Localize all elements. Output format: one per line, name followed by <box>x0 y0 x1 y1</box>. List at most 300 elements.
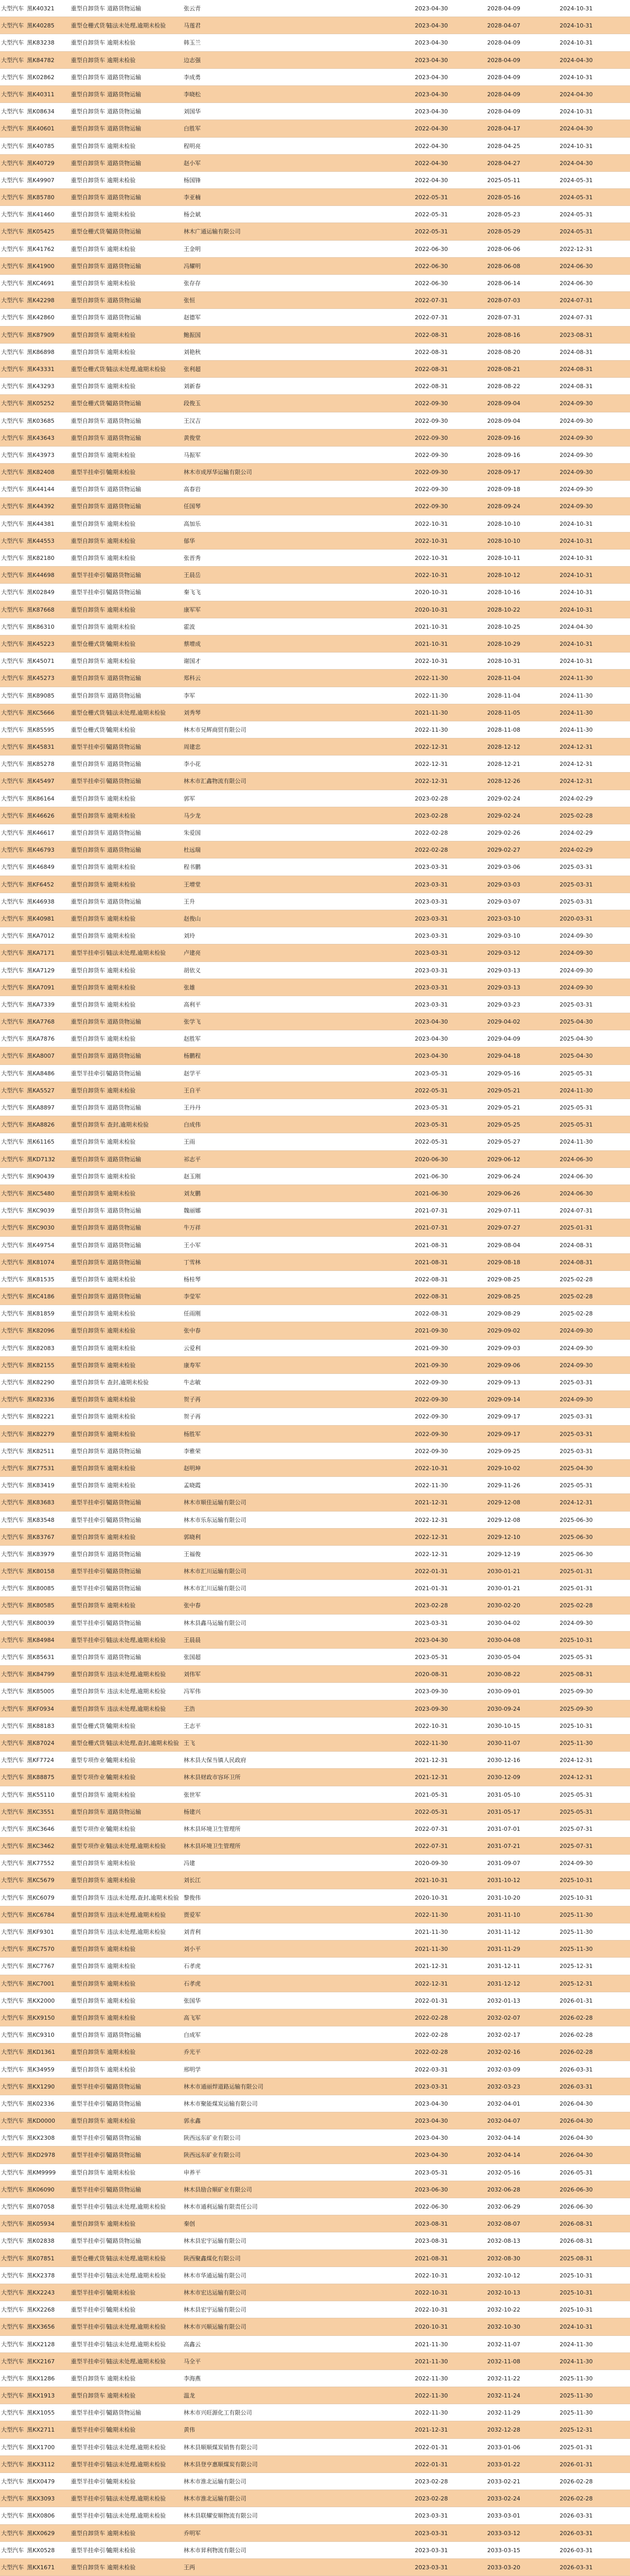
plate-number-cell: 黑K85631 <box>27 1654 55 1661</box>
scrap-date-cell: 2030-09-24 <box>487 1705 520 1712</box>
valid-until-cell: 2024-09-30 <box>560 984 593 991</box>
owner-cell: 林木县顺顺煤炭销售有限公司 <box>184 2444 258 2451</box>
table-row <box>0 601 630 618</box>
scrap-date-cell: 2029-06-12 <box>487 1156 520 1163</box>
owner-cell: 冯耀明 <box>184 262 201 270</box>
table-row <box>0 515 630 532</box>
valid-until-cell: 2024-02-29 <box>560 830 593 836</box>
table-row <box>0 0 630 17</box>
owner-cell: 冯军伟 <box>184 1688 201 1695</box>
owner-cell: 王丹丹 <box>184 1104 201 1111</box>
owner-cell: 张中春 <box>184 1327 201 1335</box>
vehicle-category-cell: 重型自卸货车 <box>71 56 105 64</box>
vehicle-type-cell: 大型汽车 <box>1 417 24 424</box>
usage-status-cell: 逾期未检验 <box>107 1980 136 1987</box>
scrap-date-cell: 2029-08-25 <box>487 1276 520 1283</box>
plate-number-cell: 黑KA7091 <box>27 984 55 991</box>
scrap-date-cell: 2029-08-18 <box>487 1259 520 1266</box>
scrap-date-cell: 2028-09-17 <box>487 469 520 476</box>
plate-number-cell: 黑K81535 <box>27 1276 55 1283</box>
vehicle-category-cell: 重型半挂牵引车 <box>71 2100 111 2107</box>
plate-number-cell: 黑K41900 <box>27 262 55 270</box>
valid-until-cell: 2024-02-29 <box>560 847 593 854</box>
vehicle-category-cell: 重型自卸货车 <box>71 2066 105 2073</box>
usage-status-cell: 道路货物运输 <box>107 1156 141 1163</box>
scrap-date-cell: 2029-03-13 <box>487 984 520 991</box>
valid-until-cell: 2024-05-31 <box>560 194 593 201</box>
owner-cell: 林木县联耀安顺物流有限公司 <box>184 2512 258 2520</box>
table-row <box>0 618 630 635</box>
valid-until-cell: 2022-12-31 <box>560 245 593 253</box>
inspection-date-cell: 2022-01-31 <box>415 2444 448 2451</box>
vehicle-category-cell: 重型半挂牵引车 <box>71 572 111 579</box>
vehicle-type-cell: 大型汽车 <box>1 39 24 47</box>
owner-cell: 林木市宏达运输有限公司 <box>184 2289 246 2296</box>
owner-cell: 陕西远东矿业有限公司 <box>184 2135 241 2142</box>
owner-cell: 谢国才 <box>184 658 201 665</box>
inspection-date-cell: 2023-09-30 <box>415 1688 448 1695</box>
plate-number-cell: 黑KX9150 <box>27 2014 55 2021</box>
usage-status-cell: 道路货物运输 <box>107 589 141 596</box>
valid-until-cell: 2025-03-31 <box>560 1447 593 1455</box>
vehicle-type-cell: 大型汽车 <box>1 2083 24 2090</box>
vehicle-category-cell: 重型半挂牵引车 <box>71 2152 111 2159</box>
inspection-date-cell: 2023-03-31 <box>415 2512 448 2520</box>
table-row <box>0 1477 630 1494</box>
scrap-date-cell: 2029-12-19 <box>487 1550 520 1558</box>
vehicle-type-cell: 大型汽车 <box>1 1293 24 1300</box>
scrap-date-cell: 2032-11-24 <box>487 2392 520 2400</box>
inspection-date-cell: 2022-10-31 <box>415 520 448 527</box>
vehicle-category-cell: 重型半挂牵引车 <box>71 2444 111 2451</box>
owner-cell: 林木市乐东运输有限公司 <box>184 1516 246 1523</box>
usage-status-cell: 逾期未检验 <box>107 2529 136 2537</box>
vehicle-type-cell: 大型汽车 <box>1 1087 24 1094</box>
valid-until-cell: 2026-08-31 <box>560 2238 593 2245</box>
vehicle-category-cell: 重型自卸货车 <box>71 39 105 47</box>
scrap-date-cell: 2029-05-21 <box>487 1104 520 1111</box>
usage-status-cell: 逾期未检验 <box>107 623 136 630</box>
inspection-date-cell: 2021-07-31 <box>415 1224 448 1232</box>
vehicle-category-cell: 重型自卸货车 <box>71 692 105 699</box>
usage-status-cell: 违法未处理,查封,逾期未检验 <box>107 1739 179 1746</box>
owner-cell: 王自平 <box>184 1087 201 1094</box>
plate-number-cell: 黑K40311 <box>27 91 55 98</box>
vehicle-category-cell: 重型自卸货车 <box>71 1053 105 1060</box>
valid-until-cell: 2024-09-30 <box>560 1396 593 1403</box>
vehicle-category-cell: 重型自卸货车 <box>71 1550 105 1558</box>
inspection-date-cell: 2023-03-31 <box>415 898 448 905</box>
owner-cell: 林木市昇利物流有限公司 <box>184 2547 246 2554</box>
vehicle-category-cell: 重型半挂牵引车 <box>71 2341 111 2348</box>
vehicle-category-cell: 重型自卸货车 <box>71 73 105 81</box>
plate-number-cell: 黑K83238 <box>27 39 55 47</box>
table-row <box>0 1769 630 1786</box>
plate-number-cell: 黑K44381 <box>27 520 55 527</box>
inspection-date-cell: 2022-12-31 <box>415 1550 448 1558</box>
plate-number-cell: 黑K49907 <box>27 176 55 184</box>
scrap-date-cell: 2028-04-09 <box>487 56 520 64</box>
owner-cell: 高鑫云 <box>184 2341 201 2348</box>
table-row <box>0 738 630 756</box>
vehicle-category-cell: 重型自卸货车 <box>71 1327 105 1335</box>
owner-cell: 赵德军 <box>184 314 201 321</box>
valid-until-cell: 2026-06-30 <box>560 2203 593 2210</box>
valid-until-cell: 2024-10-31 <box>560 5 593 12</box>
vehicle-type-cell: 大型汽车 <box>1 1190 24 1197</box>
vehicle-category-cell: 重型半挂牵引车 <box>71 1619 111 1626</box>
scrap-date-cell: 2032-11-07 <box>487 2341 520 2348</box>
vehicle-category-cell: 重型半挂牵引车 <box>71 1636 111 1644</box>
vehicle-type-cell: 大型汽车 <box>1 2066 24 2073</box>
plate-number-cell: 黑KA8826 <box>27 1121 55 1129</box>
vehicle-category-cell: 重型自卸货车 <box>71 1963 105 1970</box>
vehicle-type-cell: 大型汽车 <box>1 1018 24 1026</box>
vehicle-category-cell: 重型自卸货车 <box>71 194 105 201</box>
vehicle-category-cell: 重型自卸货车 <box>71 537 105 544</box>
usage-status-cell: 违法未处理,逾期未检验 <box>107 365 166 373</box>
vehicle-category-cell: 重型仓栅式货车 <box>71 2255 111 2262</box>
vehicle-type-cell: 大型汽车 <box>1 2358 24 2365</box>
vehicle-type-cell: 大型汽车 <box>1 812 24 819</box>
valid-until-cell: 2024-12-31 <box>560 778 593 785</box>
table-row <box>0 1666 630 1683</box>
plate-number-cell: 黑K40981 <box>27 915 55 922</box>
valid-until-cell: 2024-08-31 <box>560 348 593 356</box>
usage-status-cell: 违法未处理,逾期未检验 <box>107 2358 166 2365</box>
scrap-date-cell: 2030-01-21 <box>487 1568 520 1575</box>
scrap-date-cell: 2031-11-12 <box>487 1929 520 1935</box>
valid-until-cell: 2025-02-28 <box>560 1293 593 1300</box>
inspection-date-cell: 2023-05-31 <box>415 1104 448 1111</box>
vehicle-type-cell: 大型汽车 <box>1 1173 24 1180</box>
scrap-date-cell: 2031-10-20 <box>487 1894 520 1901</box>
usage-status-cell: 道路货物运输 <box>107 1619 141 1626</box>
valid-until-cell: 2025-05-31 <box>560 1654 593 1661</box>
table-row <box>0 1391 630 1408</box>
owner-cell: 陕西聚鑫煤化有限公司 <box>184 2255 241 2262</box>
vehicle-category-cell: 重型自卸货车 <box>71 761 105 768</box>
vehicle-type-cell: 大型汽车 <box>1 2461 24 2468</box>
valid-until-cell: 2025-06-30 <box>560 1550 593 1558</box>
plate-number-cell: 黑KX2000 <box>27 1997 55 2004</box>
table-row <box>0 2542 630 2559</box>
usage-status-cell: 逾期未检验 <box>107 2426 136 2434</box>
inspection-date-cell: 2022-05-31 <box>415 1087 448 1094</box>
vehicle-type-cell: 大型汽车 <box>1 2495 24 2503</box>
inspection-date-cell: 2022-06-30 <box>415 2203 448 2210</box>
valid-until-cell: 2026-03-31 <box>560 2564 593 2571</box>
owner-cell: 王晨岳 <box>184 572 201 579</box>
owner-cell: 高加乐 <box>184 520 201 527</box>
vehicle-type-cell: 大型汽车 <box>1 984 24 991</box>
usage-status-cell: 逾期未检验 <box>107 915 136 922</box>
scrap-date-cell: 2031-12-12 <box>487 1980 520 1987</box>
inspection-date-cell: 2021-05-31 <box>415 1791 448 1798</box>
vehicle-type-cell: 大型汽车 <box>1 881 24 888</box>
table-row <box>0 721 630 738</box>
scrap-date-cell: 2028-04-07 <box>487 22 520 29</box>
valid-until-cell: 2025-01-31 <box>560 1568 593 1575</box>
scrap-date-cell: 2032-06-29 <box>487 2203 520 2210</box>
owner-cell: 王小军 <box>184 1241 201 1249</box>
usage-status-cell: 违法未处理,逾期未检验 <box>107 950 166 957</box>
vehicle-category-cell: 重型自卸货车 <box>71 1173 105 1180</box>
vehicle-type-cell: 大型汽车 <box>1 1825 24 1832</box>
plate-number-cell: 黑K42298 <box>27 297 55 304</box>
owner-cell: 邢明学 <box>184 2066 201 2073</box>
usage-status-cell: 逾期未检验 <box>107 2564 136 2571</box>
inspection-date-cell: 2022-11-30 <box>415 2392 448 2400</box>
vehicle-category-cell: 重型自卸货车 <box>71 2529 105 2537</box>
valid-until-cell: 2026-03-31 <box>560 2529 593 2537</box>
scrap-date-cell: 2028-10-22 <box>487 606 520 613</box>
valid-until-cell: 2025-02-28 <box>560 1602 593 1609</box>
usage-status-cell: 逾期未检验 <box>107 1413 136 1420</box>
scrap-date-cell: 2029-05-27 <box>487 1138 520 1146</box>
scrap-date-cell: 2032-10-12 <box>487 2272 520 2279</box>
usage-status-cell: 道路货物运输 <box>107 778 141 785</box>
vehicle-category-cell: 重型自卸货车 <box>71 331 105 338</box>
inspection-date-cell: 2022-05-31 <box>415 194 448 201</box>
usage-status-cell: 道路货物运输 <box>107 434 141 441</box>
usage-status-cell: 逾期未检验 <box>107 1482 136 1489</box>
vehicle-category-cell: 重型仓栅式货车 <box>71 709 111 716</box>
owner-cell: 康寿军 <box>184 1361 201 1369</box>
valid-until-cell: 2024-06-30 <box>560 1190 593 1197</box>
valid-until-cell: 2025-03-31 <box>560 1379 593 1386</box>
table-row <box>0 1632 630 1649</box>
inspection-date-cell: 2021-11-30 <box>415 2341 448 2348</box>
owner-cell: 王升 <box>184 898 195 905</box>
inspection-date-cell: 2023-08-31 <box>415 2238 448 2245</box>
owner-cell: 赵玉刚 <box>184 1173 201 1180</box>
inspection-date-cell: 2022-04-30 <box>415 159 448 167</box>
owner-cell: 张国华 <box>184 1997 201 2004</box>
usage-status-cell: 逾期未检验 <box>107 2169 136 2176</box>
plate-number-cell: 黑KC5679 <box>27 1877 55 1884</box>
vehicle-category-cell: 重型自卸货车 <box>71 1413 105 1420</box>
usage-status-cell: 道路货物运输 <box>107 73 141 81</box>
inspection-date-cell: 2023-03-31 <box>415 1001 448 1008</box>
usage-status-cell: 逾期未检验 <box>107 1035 136 1043</box>
valid-until-cell: 2026-03-31 <box>560 2066 593 2073</box>
table-row <box>0 2490 630 2507</box>
scrap-date-cell: 2028-05-16 <box>487 194 520 201</box>
usage-status-cell: 逾期未检验 <box>107 2306 136 2314</box>
vehicle-category-cell: 重型自卸货车 <box>71 1344 105 1352</box>
valid-until-cell: 2024-10-31 <box>560 108 593 115</box>
vehicle-category-cell: 重型自卸货车 <box>71 486 105 493</box>
vehicle-category-cell: 重型专项作业车 <box>71 1757 111 1764</box>
vehicle-category-cell: 重型自卸货车 <box>71 658 105 665</box>
plate-number-cell: 黑KA7768 <box>27 1018 55 1026</box>
scrap-date-cell: 2028-04-25 <box>487 142 520 150</box>
vehicle-type-cell: 大型汽车 <box>1 5 24 12</box>
table-row <box>0 2164 630 2181</box>
scrap-date-cell: 2033-01-06 <box>487 2444 520 2451</box>
vehicle-type-cell: 大型汽车 <box>1 365 24 373</box>
inspection-date-cell: 2023-09-30 <box>415 1705 448 1712</box>
scrap-date-cell: 2029-06-26 <box>487 1190 520 1197</box>
table-row <box>0 893 630 910</box>
inspection-date-cell: 2023-04-30 <box>415 2135 448 2142</box>
vehicle-category-cell: 重型自卸货车 <box>71 2118 105 2125</box>
usage-status-cell: 逾期未检验 <box>107 1190 136 1197</box>
usage-status-cell: 道路货物运输 <box>107 1585 141 1592</box>
plate-number-cell: 黑K05934 <box>27 2220 55 2228</box>
vehicle-type-cell: 大型汽车 <box>1 73 24 81</box>
owner-cell: 杨桂琴 <box>184 1276 201 1283</box>
plate-number-cell: 黑K40601 <box>27 125 55 132</box>
inspection-date-cell: 2023-03-31 <box>415 881 448 888</box>
vehicle-category-cell: 重型自卸货车 <box>71 159 105 167</box>
vehicle-category-cell: 重型半挂牵引车 <box>71 2461 111 2468</box>
usage-status-cell: 道路货物运输 <box>107 108 141 115</box>
inspection-date-cell: 2023-06-30 <box>415 2186 448 2193</box>
table-row <box>0 1357 630 1374</box>
vehicle-category-cell: 重型半挂牵引车 <box>71 744 111 751</box>
usage-status-cell: 逾期未检验 <box>107 984 136 991</box>
scrap-date-cell: 2029-09-02 <box>487 1327 520 1335</box>
owner-cell: 周建忠 <box>184 744 201 751</box>
inspection-date-cell: 2022-09-30 <box>415 434 448 441</box>
scrap-date-cell: 2029-03-07 <box>487 898 520 905</box>
vehicle-type-cell: 大型汽车 <box>1 1671 24 1678</box>
vehicle-type-cell: 大型汽车 <box>1 1757 24 1764</box>
plate-number-cell: 黑K81074 <box>27 1259 55 1266</box>
table-row <box>0 1185 630 1202</box>
valid-until-cell: 2024-04-30 <box>560 623 593 630</box>
owner-cell: 林木市顺佳运输有限公司 <box>184 1499 246 1506</box>
vehicle-category-cell: 重型自卸货车 <box>71 2392 105 2400</box>
table-row <box>0 327 630 344</box>
vehicle-type-cell: 大型汽车 <box>1 932 24 940</box>
scrap-date-cell: 2031-07-21 <box>487 1843 520 1850</box>
table-row <box>0 1820 630 1838</box>
inspection-date-cell: 2023-04-30 <box>415 1035 448 1043</box>
scrap-date-cell: 2032-05-16 <box>487 2169 520 2176</box>
valid-until-cell: 2024-12-31 <box>560 1757 593 1764</box>
vehicle-category-cell: 重型自卸货车 <box>71 451 105 458</box>
plate-number-cell: 黑KX3656 <box>27 2323 55 2331</box>
vehicle-category-cell: 重型自卸货车 <box>71 1705 105 1712</box>
usage-status-cell: 道路货物运输 <box>107 692 141 699</box>
vehicle-category-cell: 重型自卸货车 <box>71 1447 105 1455</box>
vehicle-type-cell: 大型汽车 <box>1 56 24 64</box>
inspection-date-cell: 2022-09-30 <box>415 1379 448 1386</box>
inspection-date-cell: 2022-12-31 <box>415 744 448 751</box>
plate-number-cell: 黑KA7012 <box>27 932 55 940</box>
plate-number-cell: 黑K82336 <box>27 1396 55 1403</box>
vehicle-category-cell: 重型自卸货车 <box>71 1808 105 1815</box>
valid-until-cell: 2026-03-31 <box>560 2547 593 2554</box>
owner-cell: 林木广通运输有限公司 <box>184 228 241 235</box>
scrap-date-cell: 2028-12-12 <box>487 744 520 751</box>
table-row <box>0 2078 630 2095</box>
plate-number-cell: 黑KF0934 <box>27 1705 54 1712</box>
plate-number-cell: 黑K86310 <box>27 623 55 630</box>
usage-status-cell: 道路货物运输 <box>107 194 141 201</box>
vehicle-type-cell: 大型汽车 <box>1 1877 24 1884</box>
scrap-date-cell: 2032-03-09 <box>487 2066 520 2073</box>
owner-cell: 杨建兴 <box>184 1808 201 1815</box>
usage-status-cell: 逾期未检验 <box>107 1946 136 1953</box>
vehicle-category-cell: 重型自卸货车 <box>71 984 105 991</box>
table-row <box>0 1597 630 1614</box>
owner-cell: 卢建亮 <box>184 950 201 957</box>
vehicle-type-cell: 大型汽车 <box>1 1739 24 1746</box>
plate-number-cell: 黑KX1286 <box>27 2375 55 2382</box>
usage-status-cell: 违法未处理,逾期未检验 <box>107 2255 166 2262</box>
inspection-date-cell: 2022-04-30 <box>415 125 448 132</box>
table-row <box>0 1168 630 1185</box>
plate-number-cell: 黑KX3112 <box>27 2461 55 2468</box>
table-row <box>0 704 630 721</box>
owner-cell: 石孝虎 <box>184 1963 201 1970</box>
scrap-date-cell: 2028-09-04 <box>487 400 520 407</box>
usage-status-cell: 道路货物运输 <box>107 1654 141 1661</box>
inspection-date-cell: 2021-12-31 <box>415 2426 448 2434</box>
plate-number-cell: 黑KC3551 <box>27 1808 55 1815</box>
valid-until-cell: 2024-10-31 <box>560 2323 593 2331</box>
owner-cell: 牛志敏 <box>184 1379 201 1386</box>
inspection-date-cell: 2022-05-31 <box>415 228 448 235</box>
owner-cell: 郭晓利 <box>184 1533 201 1541</box>
usage-status-cell: 逾期未检验 <box>107 280 136 287</box>
plate-number-cell: 黑KD0000 <box>27 2118 55 2125</box>
inspection-date-cell: 2023-03-31 <box>415 2083 448 2090</box>
table-row <box>0 841 630 858</box>
inspection-date-cell: 2021-10-31 <box>415 1877 448 1884</box>
valid-until-cell: 2025-10-31 <box>560 2272 593 2279</box>
plate-number-cell: 黑K84799 <box>27 1671 55 1678</box>
valid-until-cell: 2025-03-31 <box>560 1413 593 1420</box>
inspection-date-cell: 2021-11-30 <box>415 1929 448 1935</box>
scrap-date-cell: 2032-03-23 <box>487 2083 520 2090</box>
valid-until-cell: 2026-03-31 <box>560 2512 593 2520</box>
table-row <box>0 2559 630 2576</box>
table-row <box>0 807 630 824</box>
usage-status-cell: 违法未处理,逾期未检验 <box>107 2272 166 2279</box>
valid-until-cell: 2026-04-30 <box>560 2100 593 2107</box>
inspection-date-cell: 2022-07-31 <box>415 1825 448 1832</box>
inspection-date-cell: 2023-03-31 <box>415 967 448 974</box>
vehicle-type-cell: 大型汽车 <box>1 2512 24 2520</box>
vehicle-category-cell: 重型半挂牵引车 <box>71 589 111 596</box>
scrap-date-cell: 2029-02-24 <box>487 795 520 802</box>
plate-number-cell: 黑KX0629 <box>27 2529 55 2537</box>
vehicle-type-cell: 大型汽车 <box>1 314 24 321</box>
vehicle-category-cell: 重型自卸货车 <box>71 623 105 630</box>
plate-number-cell: 黑KX2128 <box>27 2341 55 2348</box>
table-row <box>0 361 630 378</box>
vehicle-category-cell: 重型专项作业车 <box>71 1825 111 1832</box>
vehicle-category-cell: 重型仓栅式货车 <box>71 1722 111 1729</box>
usage-status-cell: 逾期未检验 <box>107 1602 136 1609</box>
vehicle-category-cell: 重型半挂牵引车 <box>71 2512 111 2520</box>
vehicle-category-cell: 重型自卸货车 <box>71 1224 105 1232</box>
vehicle-category-cell: 重型自卸货车 <box>71 847 105 854</box>
table-row <box>0 2353 630 2370</box>
vehicle-type-cell: 大型汽车 <box>1 898 24 905</box>
table-row <box>0 344 630 361</box>
owner-cell: 贺子再 <box>184 1396 201 1403</box>
valid-until-cell: 2024-10-31 <box>560 73 593 81</box>
scrap-date-cell: 2029-06-24 <box>487 1173 520 1180</box>
valid-until-cell: 2026-05-31 <box>560 2169 593 2176</box>
plate-number-cell: 黑K86898 <box>27 348 55 356</box>
